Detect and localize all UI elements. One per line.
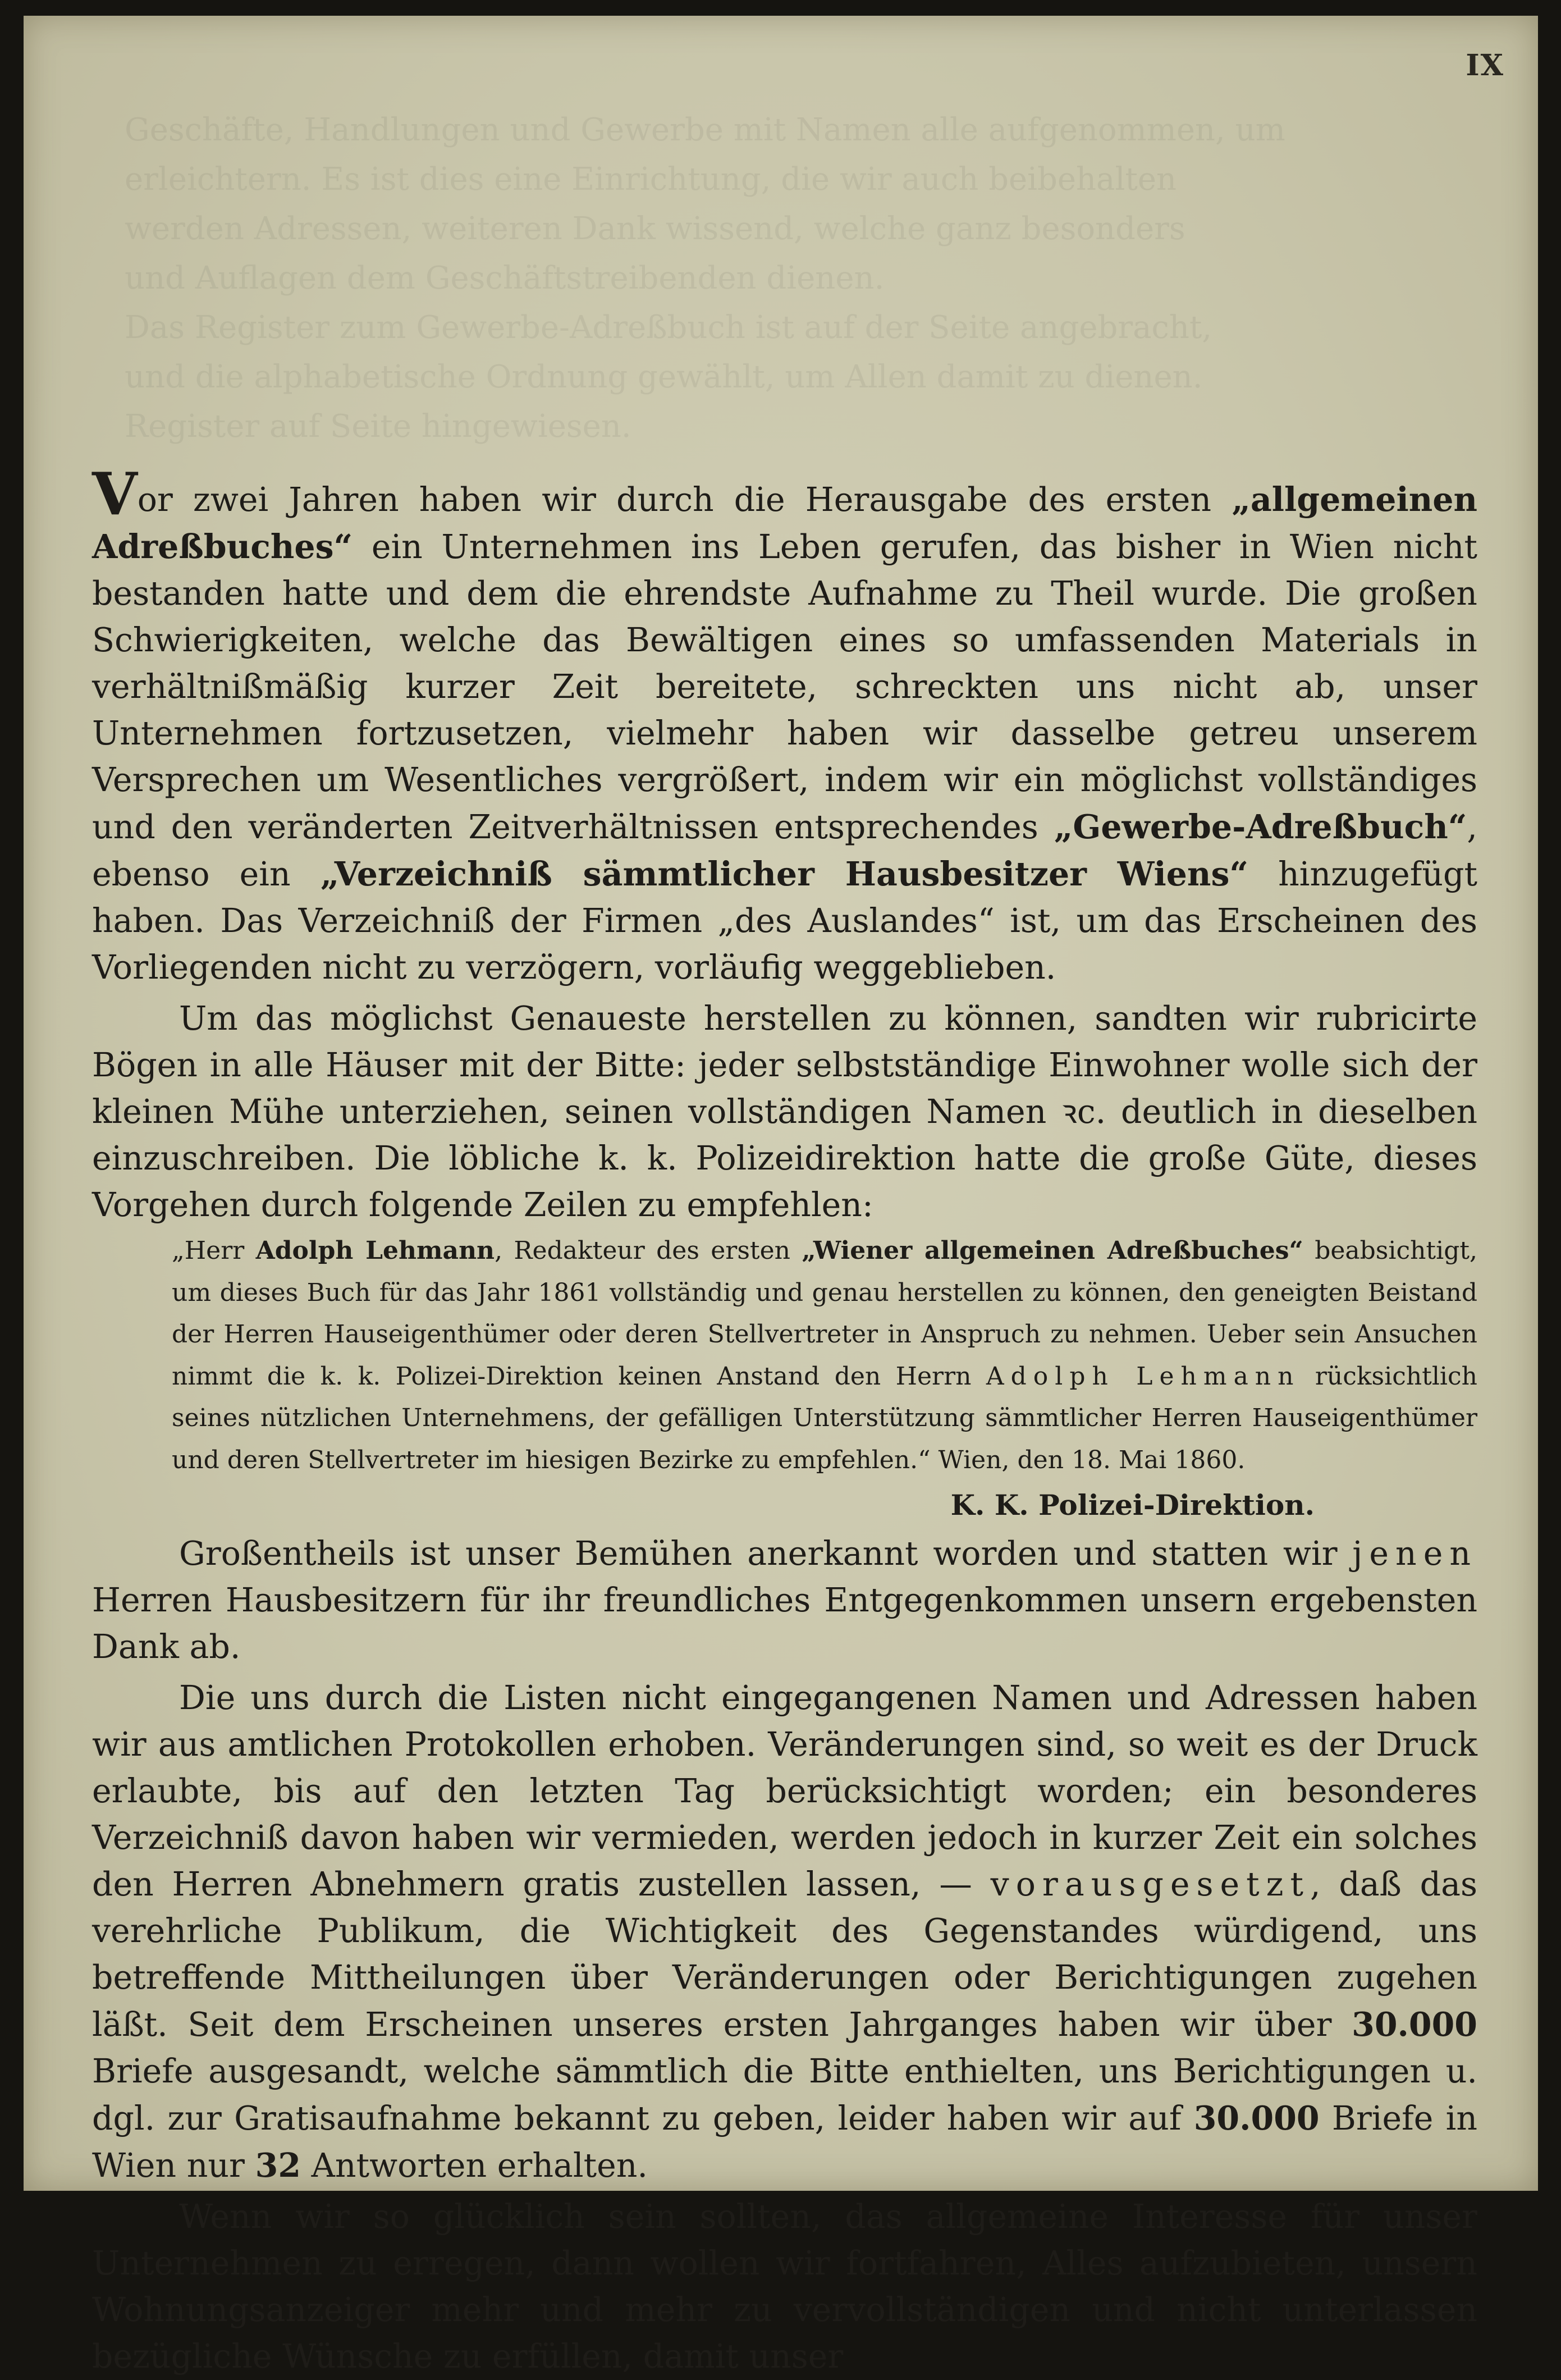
show-through-line: Geschäfte, Handlungen und Gewerbe mit Namen alle aufgenommen, um	[125, 112, 1285, 148]
emphasis-text: 30.000	[1352, 2005, 1477, 2044]
emphasis-text: „allgemeinen Adreßbuches“	[92, 480, 1477, 566]
show-through-text	[125, 106, 1494, 451]
text-run: beabsichtigt, um dieses Buch für das Jahr 1861 vollständig und genau herstellen zu können, den geneigten Beistand der Herren Hauseigenthümer oder deren Stellvertreter in Anspruch zu nehmen. Ueber sein Ansuchen nimmt die k. k. Polizei-Direktion keinen Anstand den Herrn	[172, 1236, 1478, 1391]
text-run: Briefe ausgesandt, welche sämmtlich die Bitte enthielten, uns Berichtigungen u. dgl. zur Gratisaufnahme bekannt zu geben, leider haben wir auf	[92, 2052, 1477, 2137]
text-run: , Redakteur des ersten	[495, 1236, 802, 1265]
show-through-line: Das Register zum Gewerbe-Adreßbuch ist auf der Seite angebracht,	[125, 309, 1212, 346]
text-run: ein Unternehmen ins Leben gerufen, das bisher in Wien nicht bestanden hatte und dem die ehrendste Aufnahme zu Theil wurde. Die großen Schwierigkeiten, welche das Bewältigen eines so umfassenden Materials in verhältnißmäßig kurzer Zeit bereitete, schreckten uns nicht ab, unser Unternehmen fortzusetzen, vielmehr haben wir dasselbe getreu unserem Versprechen um Wesentliches vergrößert, indem wir ein möglichst vollständiges und den veränderten Zeitverhältnissen entsprechendes	[92, 528, 1477, 846]
text-run: Wenn wir so glücklich sein sollten, das allgemeine Interesse für unser Unternehmen zu erregen, dann wollen wir fortfahren, Alles aufzubieten, unsern Wohnungsanzeiger mehr und mehr zu vervollständigen und nicht unterlassen bezügliche Wünsche zu erfüllen, damit unser	[92, 2198, 1477, 2376]
document-page	[24, 16, 1538, 2376]
paragraph	[92, 995, 1477, 1228]
emphasis-text: Adolph Lehmann	[255, 1236, 495, 1265]
paragraph	[92, 1675, 1477, 2189]
paragraph	[92, 2194, 1477, 2380]
spaced-text: jenen	[1352, 1534, 1477, 1573]
initial-letter: V	[92, 459, 138, 528]
signature-line: K. K. Polizei-Direktion.	[950, 1488, 1315, 1522]
show-through-line: werden Adressen, weiteren Dank wissend, welche ganz besonders	[125, 211, 1185, 247]
show-through-line: erleichtern. Es ist dies eine Einrichtung, die wir auch beibehalten	[125, 161, 1177, 198]
emphasis-text: 30.000	[1193, 2099, 1320, 2137]
text-run: , daß das verehrliche Publikum, die Wichtigkeit des Gegenstandes würdigend, uns betreffende Mittheilungen über Veränderungen oder Berichtigungen zugehen läßt. Seit dem Erscheinen unseres ersten Jahrganges haben wir über	[92, 1865, 1477, 2044]
text-run: Herren Hausbesitzern für ihr freundliches Entgegenkommen unsern ergebensten Dank ab.	[92, 1581, 1477, 1666]
emphasis-text: „Verzeichniß sämmtlicher Hausbesitzer Wiens“	[320, 855, 1249, 893]
emphasis-text: „Wiener allgemeinen Adreßbuches“	[802, 1236, 1303, 1265]
body-text	[92, 459, 1478, 2380]
text-run: „Herr	[172, 1236, 256, 1265]
paragraph	[92, 459, 1478, 991]
emphasis-text: 32	[255, 2146, 301, 2185]
show-through-line: und Auflagen dem Geschäftstreibenden dienen.	[125, 260, 885, 296]
text-run: Antworten erhalten.	[301, 2146, 648, 2185]
text-run: Um das möglichst Genaueste herstellen zu können, sandten wir rubricirte Bögen in alle Häuser mit der Bitte: jeder selbstständige Einwohner wolle sich der kleinen Mühe unterziehen, seinen vollständigen Namen ꝛc. deutlich in dieselben einzuschreiben. Die löbliche k. k. Polizeidirektion hatte die große Güte, dieses Vorgehen durch folgende Zeilen zu empfehlen:	[92, 999, 1477, 1224]
text-run: Großentheils ist unser Bemühen anerkannt worden und statten wir	[179, 1534, 1353, 1573]
text-run: , ebenso ein	[92, 808, 1477, 893]
emphasis-text: „Gewerbe-Adreßbuch“	[1054, 807, 1467, 846]
text-run: Die uns durch die Listen nicht eingegangenen Namen und Adressen haben wir aus amtlichen Protokollen erhoben. Veränderungen sind, so weit es der Druck erlaubte, bis auf den letzten Tag berücksichtigt worden; ein besonderes Verzeichniß davon haben wir vermieden, werden jedoch in kurzer Zeit ein solches den Herren Abnehmern gratis zustellen lassen, —	[92, 1679, 1477, 1903]
spaced-text: Adolph Lehmann	[986, 1362, 1301, 1391]
quoted-letter	[92, 1230, 1477, 1481]
spaced-text: vorausgesetzt	[990, 1865, 1311, 1903]
page-number: IX	[1466, 48, 1504, 83]
show-through-line: Register auf Seite hingewiesen.	[125, 408, 631, 445]
show-through-line: und die alphabetische Ordnung gewählt, um Allen damit zu dienen.	[125, 359, 1203, 395]
paragraph	[92, 1531, 1477, 1670]
text-run: or zwei Jahren haben wir durch die Herausgabe des ersten	[137, 481, 1232, 519]
text-run: Briefe in Wien nur	[92, 2099, 1477, 2185]
text-run: hinzugefügt haben. Das Verzeichniß der Firmen „des Auslandes“ ist, um das Erscheinen des Vorliegenden nicht zu verzögern, vorläufig weggeblieben.	[92, 855, 1478, 986]
text-run: rücksichtlich seines nützlichen Unternehmens, der gefälligen Unterstützung sämmtlicher Herren Hauseigenthümer und deren Stellvertreter im hiesigen Bezirke zu empfehlen.“ Wien, den 18. Mai 1860.	[172, 1362, 1477, 1474]
